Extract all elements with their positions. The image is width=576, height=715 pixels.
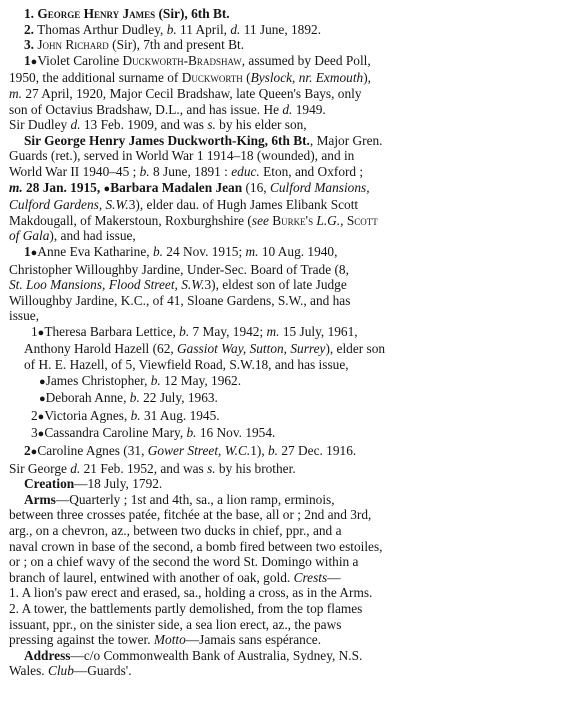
text-line: Wales. Club—Guards'.: [9, 663, 132, 679]
text-line: arg., on a chevron, az., between two ducks in chief, ppr., and a: [9, 523, 342, 538]
text-line: Guards (ret.), served in World War 1 1914–18 (wounded), and in: [9, 148, 355, 164]
text-line: 1. George Henry James (Sir), 6th Bt.: [24, 6, 230, 21]
text-line: Anthony Harold Hazell (62, Gassiot Way, Sutton, Surrey), elder son: [24, 341, 386, 357]
text-line: or ; on a chief wavy of the second the word St. Domingo within a: [9, 554, 359, 570]
text-line: issuant, ppr., on the sinister side, a sea lion erect, az., the paws: [9, 616, 342, 632]
text-line: Makdougall, of Makerstoun, Roxburghshire (see Burke's L.G., Scott: [9, 212, 378, 228]
text-line: Sir George Henry James Duckworth-King, 6th Bt., Major Gren.: [24, 132, 383, 148]
text-line: of H. E. Hazell, of 5, Viewfield Road, S.W.18, and has issue,: [24, 357, 349, 373]
text-line: Creation—18 July, 1792.: [24, 476, 163, 492]
text-line: 2●Victoria Agnes, b. 31 Aug. 1945.: [31, 407, 220, 423]
text-line: m. 27 April, 1920, Major Cecil Bradshaw, late Queen's Bays, only: [9, 85, 362, 101]
text-line: 1●Theresa Barbara Lettice, b. 7 May, 1942; m. 15 July, 1961,: [31, 323, 358, 339]
text-line: Christopher Willoughby Jardine, Under-Sec. Board of Trade (8,: [9, 261, 349, 277]
text-line: Willoughby Jardine, K.C., of 41, Sloane Gardens, S.W., and has: [9, 292, 351, 308]
text-line: 1●Violet Caroline Duckworth-Bradshaw, assumed by Deed Poll,: [24, 52, 371, 68]
text-line: 2●Caroline Agnes (31, Gower Street, W.C.1), b. 27 Dec. 1916.: [24, 443, 357, 459]
text-line: ●James Christopher, b. 12 May, 1962.: [39, 372, 242, 388]
text-line: 3●Cassandra Caroline Mary, b. 16 Nov. 1954.: [31, 425, 276, 441]
text-line: Culford Gardens, S.W.3), elder dau. of Hugh James Elibank Scott: [9, 197, 359, 213]
text-line: Sir George d. 21 Feb. 1952, and was s. by his brother.: [9, 460, 296, 476]
text-line: pressing against the tower. Motto—Jamais sans espérance.: [9, 632, 322, 648]
text-line: St. Loo Mansions, Flood Street, S.W.3), eldest son of late Judge: [9, 277, 347, 293]
text-line: 3. John Richard (Sir), 7th and present Bt.: [24, 37, 245, 53]
text-line: 2. A tower, the battlements partly demolished, from the top flames: [9, 600, 363, 616]
text-line: ●Deborah Anne, b. 22 July, 1963.: [39, 390, 218, 406]
text-line: 1●Anne Eva Katharine, b. 24 Nov. 1915; m. 10 Aug. 1940,: [24, 243, 338, 259]
text-line: between three crosses patée, fitchée at the base, all or ; 2nd and 3rd,: [9, 507, 372, 523]
text-line: of Gala), and had issue,: [9, 228, 136, 244]
text-line: son of Octavius Bradshaw, D.L., and has issue. He d. 1949.: [9, 101, 326, 117]
text-line: Sir Dudley d. 13 Feb. 1909, and was s. by his elder son,: [9, 117, 307, 133]
text-line: m. 28 Jan. 1915, ●Barbara Madalen Jean (16, Culford Mansions,: [9, 179, 370, 195]
text-line: 2. Thomas Arthur Dudley, b. 11 April, d. 11 June, 1892.: [24, 21, 322, 37]
text-line: Address—c/o Commonwealth Bank of Australia, Sydney, N.S.: [24, 647, 363, 663]
text-line: Arms—Quarterly ; 1st and 4th, sa., a lion ramp, erminois,: [24, 491, 335, 507]
text-line: naval crown in base of the second, a bomb fired between two estoiles,: [9, 538, 383, 554]
text-line: issue,: [9, 308, 40, 324]
text-line: 1. A lion's paw erect and erased, sa., holding a cross, as in the Arms.: [9, 585, 373, 601]
text-line: World War II 1940–45 ; b. 8 June, 1891 : educ. Eton, and Oxford ;: [9, 163, 364, 179]
text-line: 1950, the additional surname of Duckworth (Byslock, nr. Exmouth),: [9, 70, 371, 86]
text-line: branch of laurel, entwined with another of oak, gold. Crests—: [9, 569, 341, 585]
